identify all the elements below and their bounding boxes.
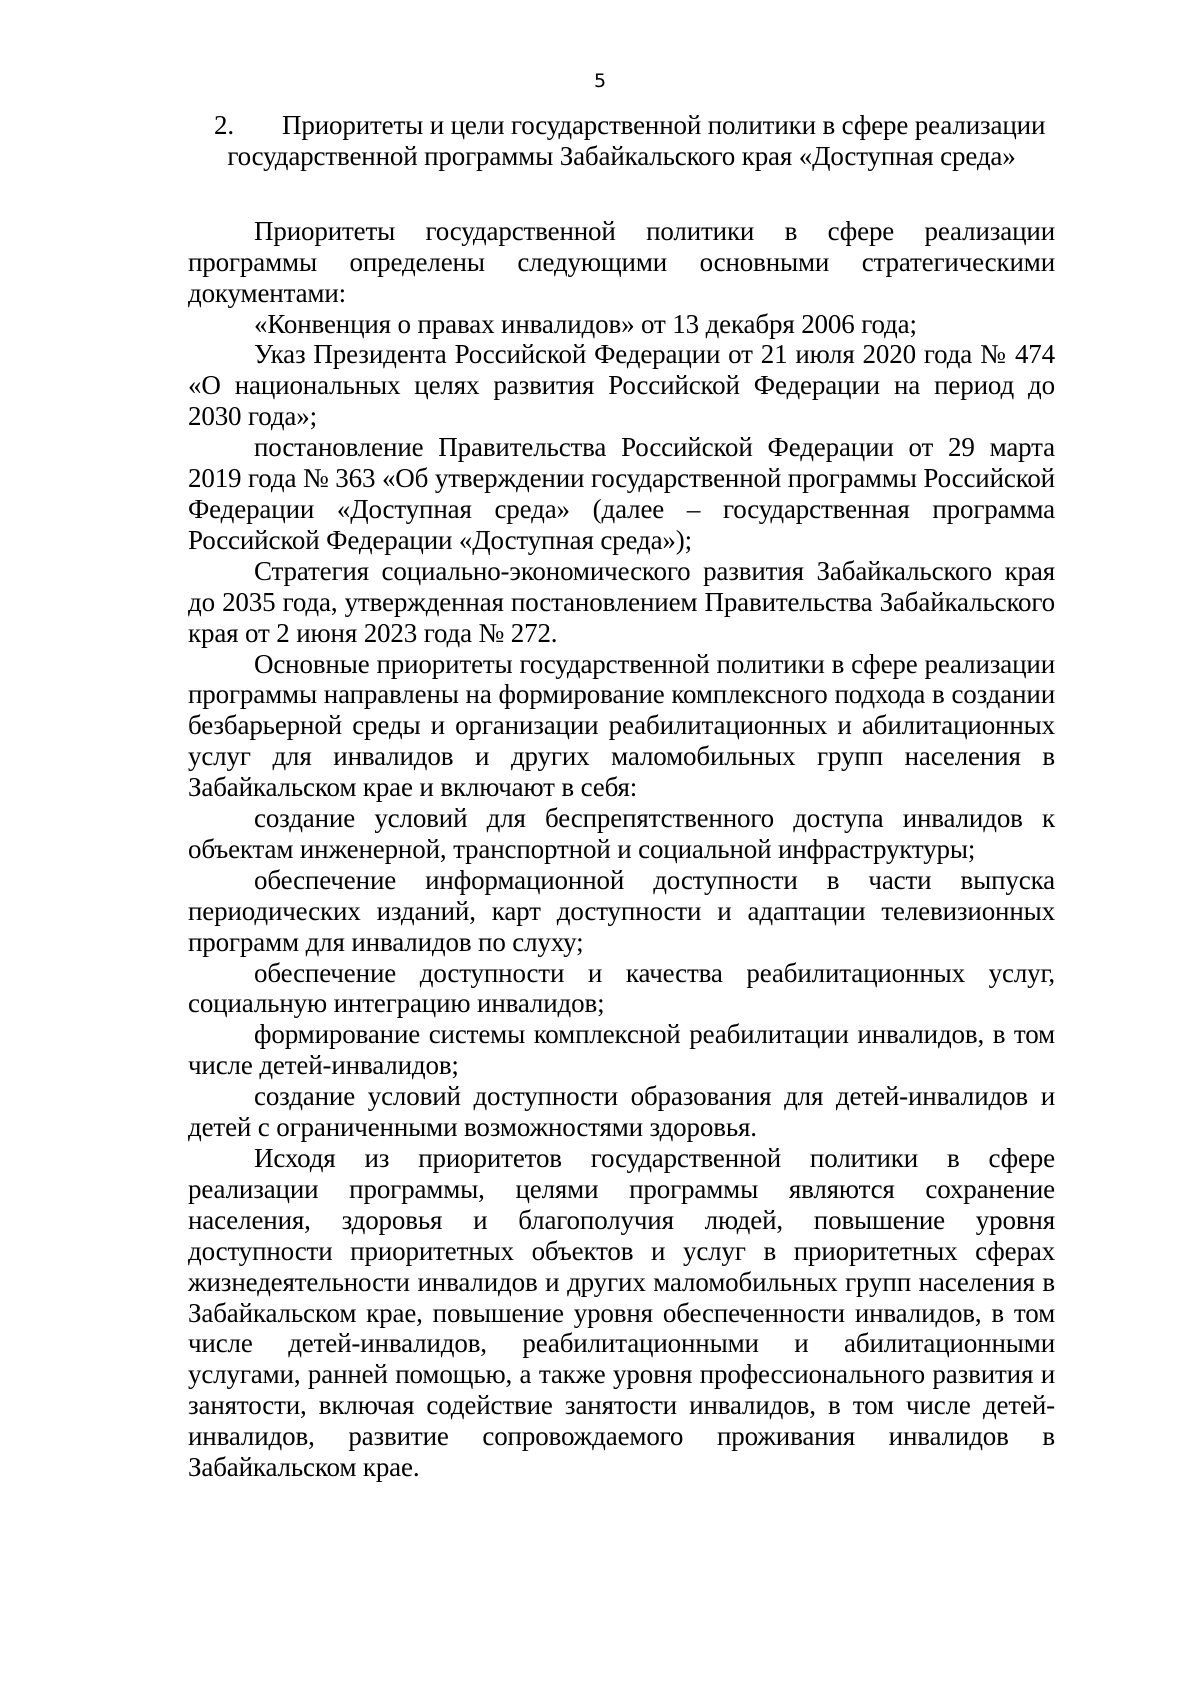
document-body: [188, 110, 1055, 1483]
paragraph-government-resolution: постановление Правительства Российской Федерации от 29 марта 2019 года № 363 «Об утверждении государственной программы Российской Федерации «Доступная среда» (далее – государственная программа Российской Федерации «Доступная среда»);: [188, 432, 1055, 555]
paragraph-list-item-information: обеспечение информационной доступности в части выпуска периодических изданий, карт доступности и адаптации телевизионных программ для инвалидов по слуху;: [188, 864, 1055, 957]
paragraph-list-item-education: создание условий доступности образования для детей-инвалидов и детей с ограниченными возможностями здоровья.: [188, 1081, 1055, 1143]
paragraph-list-item-access: создание условий для беспрепятственного доступа инвалидов к объектам инженерной, транспортной и социальной инфраструктуры;: [188, 803, 1055, 864]
paragraph-presidential-decree: Указ Президента Российской Федерации от 21 июля 2020 года № 474 «О национальных целях развития Российской Федерации на период до 2030 года»;: [188, 339, 1055, 432]
paragraph-priorities-intro: Приоритеты государственной политики в сфере реализации программы определены следующими основными стратегическими документами:: [188, 215, 1055, 308]
paragraph-main-priorities: Основные приоритеты государственной политики в сфере реализации программы направлены на формирование комплексного подхода в создании безбарьерной среды и организации реабилитационных и абилитационных услуг для инвалидов и других маломобильных групп населения в Забайкальском крае и включают в себя:: [188, 648, 1055, 803]
paragraph-list-item-rehabilitation: обеспечение доступности и качества реабилитационных услуг, социальную интеграцию инвалидов;: [188, 957, 1055, 1019]
paragraph-strategy: Стратегия социально-экономического развития Забайкальского края до 2035 года, утвержденная постановлением Правительства Забайкальского края от 2 июня 2023 года № 272.: [188, 555, 1055, 648]
section-heading-line-1: [188, 110, 1055, 141]
page-number: 5: [593, 70, 607, 92]
section-heading-line-2: государственной программы Забайкальского края «Доступная среда»: [227, 140, 1016, 171]
section-heading-text-1: Приоритеты и цели государственной политики в сфере реализации: [282, 110, 1046, 140]
paragraph-convention: «Конвенция о правах инвалидов» от 13 декабря 2006 года;: [254, 308, 917, 339]
section-heading: [188, 110, 1055, 172]
paragraph-goals: Исходя из приоритетов государственной политики в сфере реализации программы, целями программы являются сохранение населения, здоровья и благополучия людей, повышение уровня доступности приоритетных объектов и услуг в приоритетных сферах жизнедеятельности инвалидов и других маломобильных групп населения в Забайкальском крае, повышение уровня обеспеченности инвалидов, в том числе детей-инвалидов, реабилитационными и абилитационными услугами, ранней помощью, а также уровня профессионального развития и занятости, включая содействие занятости инвалидов, в том числе детей-инвалидов, развитие сопровождаемого проживания инвалидов в Забайкальском крае.: [188, 1143, 1055, 1483]
paragraph-list-item-complex-rehab: формирование системы комплексной реабилитации инвалидов, в том числе детей-инвалидов;: [188, 1019, 1055, 1081]
section-number: 2.: [214, 110, 234, 140]
